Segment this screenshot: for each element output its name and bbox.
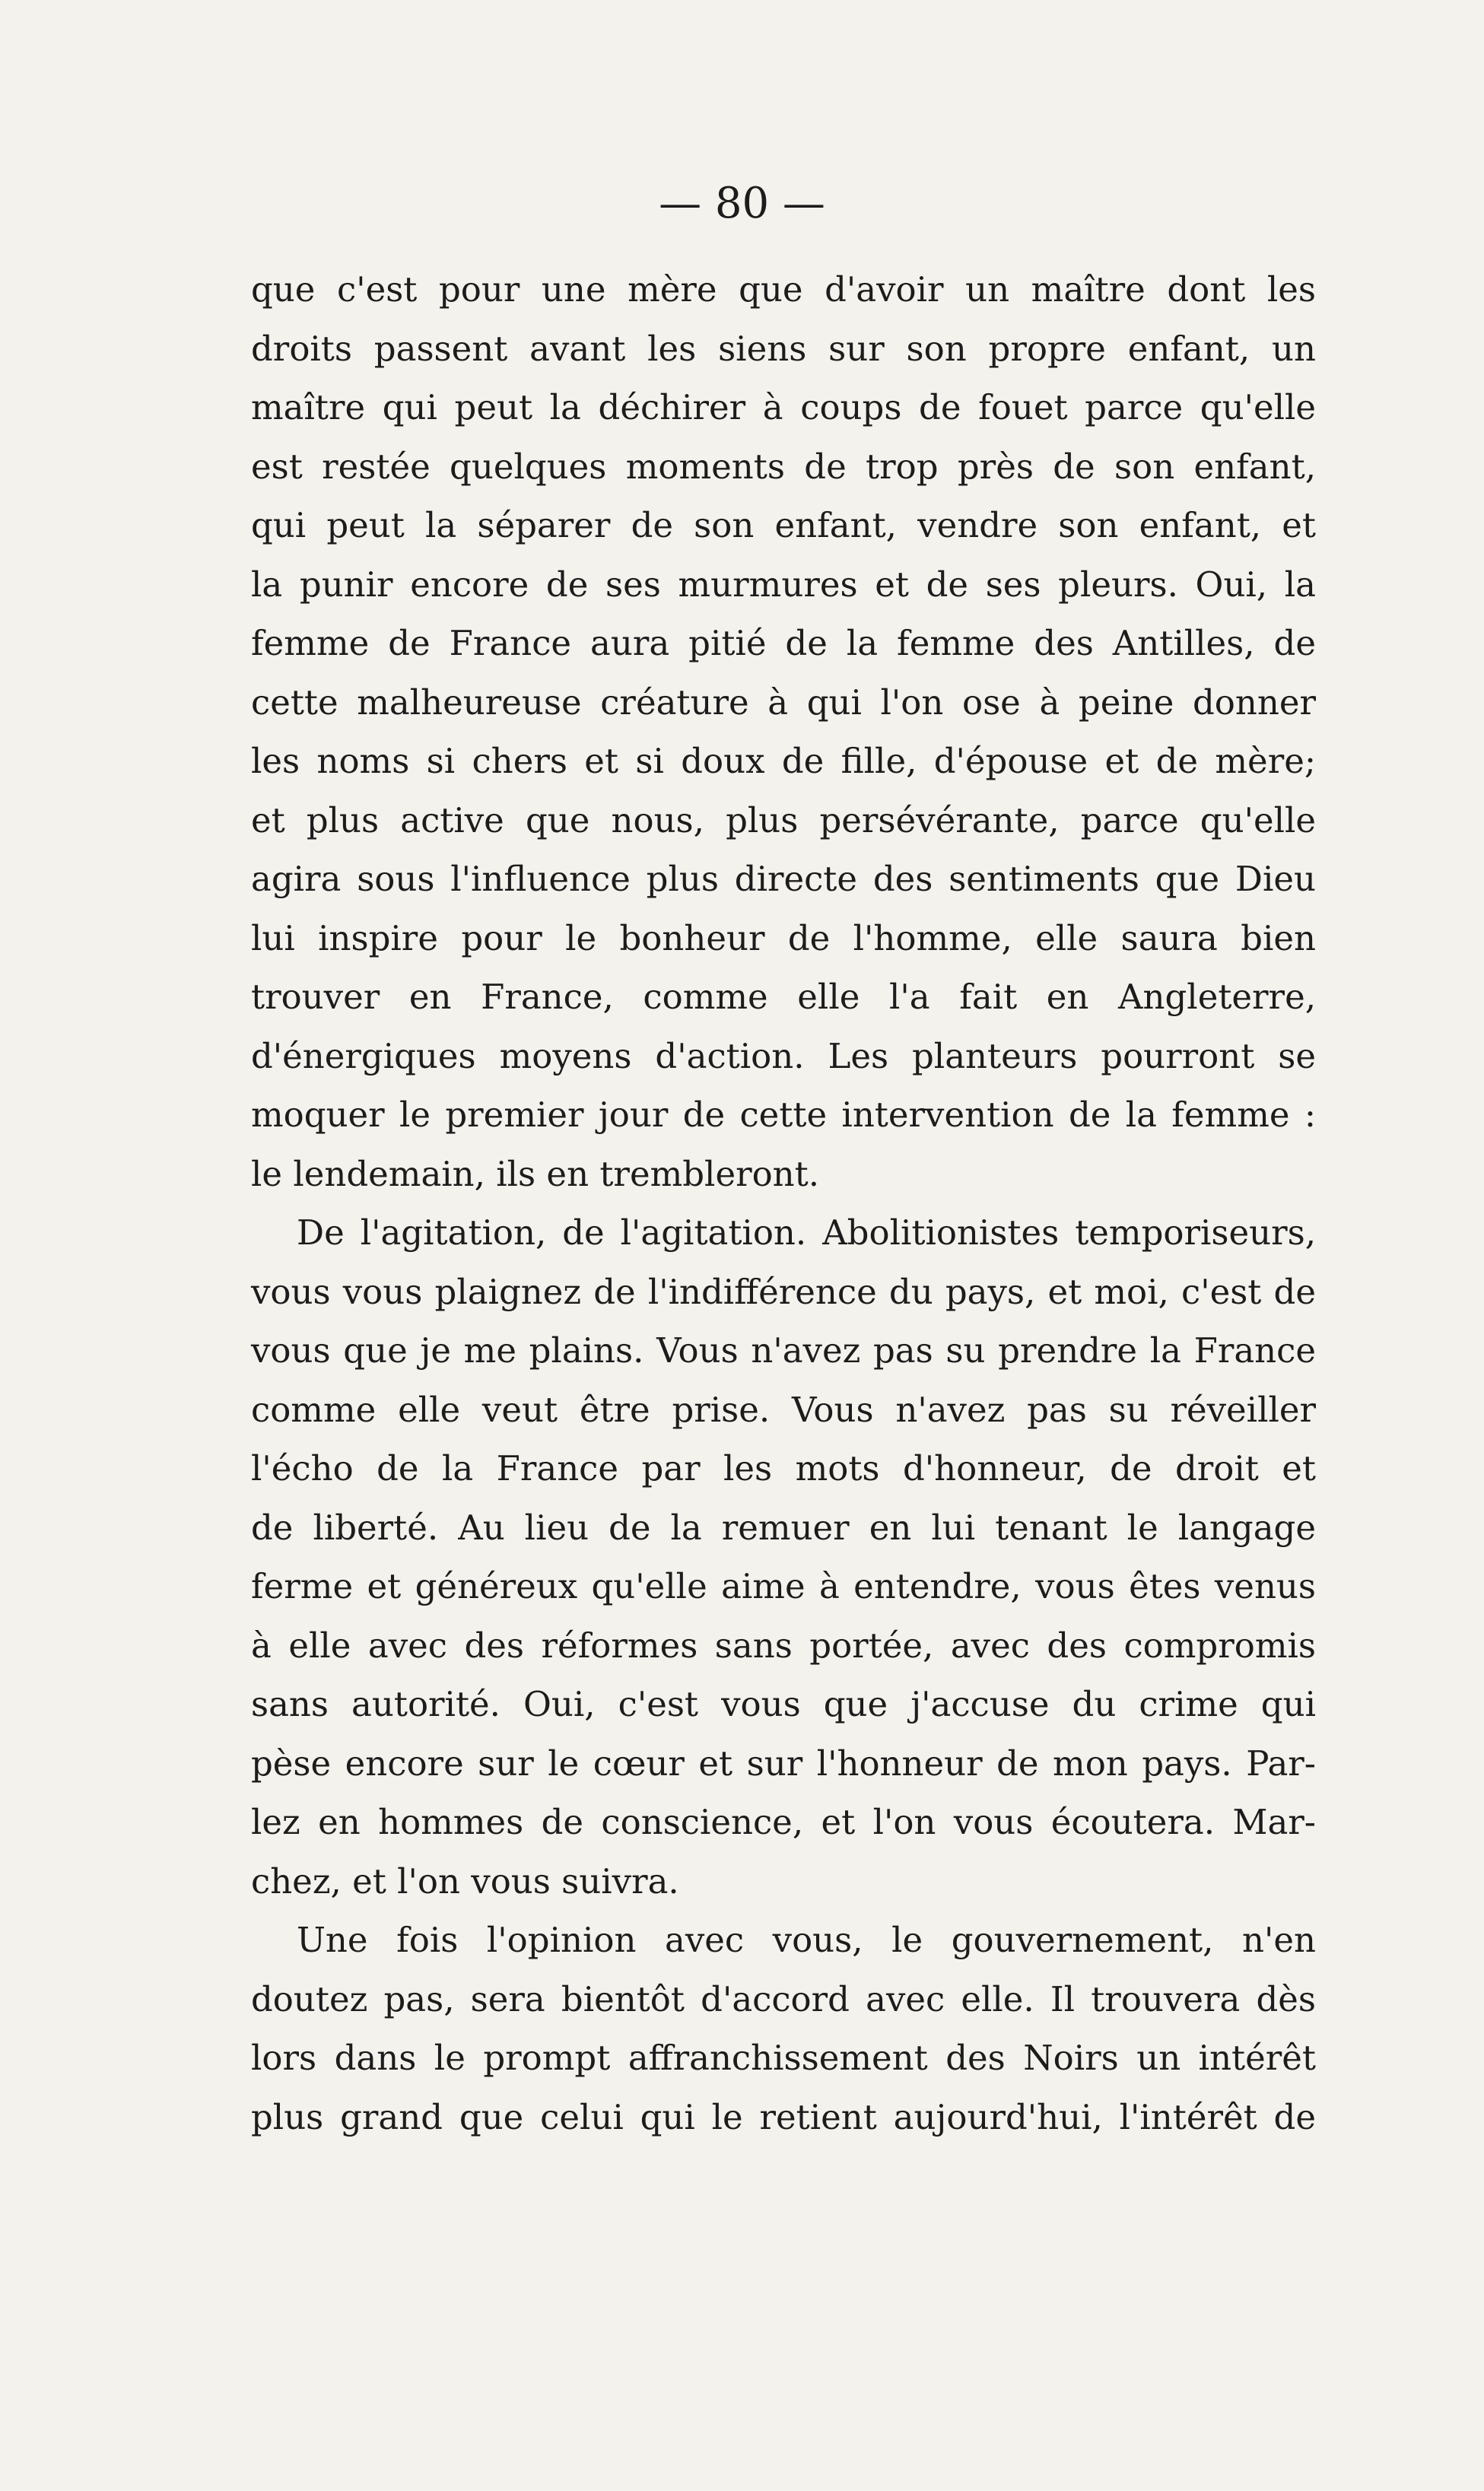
text-line: moquer le premier jour de cette intervention de la femme : <box>251 1095 1316 1135</box>
text-line: d'énergiques moyens d'action. Les planteurs pourront se <box>251 1035 1316 1076</box>
text-line: femme de France aura pitié de la femme des Antilles, de <box>251 623 1316 663</box>
text-line: ferme et généreux qu'elle aime à entendre, vous êtes venus <box>251 1566 1316 1606</box>
text-line: vous que je me plains. Vous n'avez pas su prendre la France <box>251 1330 1316 1371</box>
text-line: les noms si chers et si doux de fille, d'épouse et de mère; <box>251 741 1316 781</box>
text-line: lui inspire pour le bonheur de l'homme, elle saura bien <box>251 917 1316 958</box>
text-line: comme elle veut être prise. Vous n'avez pas su réveiller <box>251 1389 1316 1430</box>
text-line: pèse encore sur le cœur et sur l'honneur de mon pays. Par- <box>251 1743 1316 1784</box>
text-line: lors dans le prompt affranchissement des Noirs un intérêt <box>251 2038 1316 2078</box>
text-line: sans autorité. Oui, c'est vous que j'accuse du crime qui <box>251 1684 1316 1724</box>
text-line: à elle avec des réformes sans portée, avec des compromis <box>251 1625 1316 1666</box>
page-number: — 80 — <box>659 179 825 228</box>
text-line: vous vous plaignez de l'indifférence du pays, et moi, c'est de <box>251 1271 1316 1312</box>
text-line: de liberté. Au lieu de la remuer en lui tenant le langage <box>251 1507 1316 1548</box>
text-line: que c'est pour une mère que d'avoir un maître dont les <box>251 269 1316 310</box>
text-line: chez, et l'on vous suivra. <box>251 1860 679 1902</box>
text-line: est restée quelques moments de trop près de son enfant, <box>251 446 1316 487</box>
text-line: maître qui peut la déchirer à coups de fouet parce qu'elle <box>251 387 1316 427</box>
text-line: le lendemain, ils en trembleront. <box>251 1153 820 1194</box>
text-line: l'écho de la France par les mots d'honneur, de droit et <box>251 1448 1316 1489</box>
text-line: trouver en France, comme elle l'a fait en Angleterre, <box>251 977 1316 1017</box>
body-text <box>251 260 1316 2146</box>
text-line: De l'agitation, de l'agitation. Abolitionistes temporiseurs, <box>297 1212 1316 1253</box>
text-line: doutez pas, sera bientôt d'accord avec elle. Il trouvera dès <box>251 1978 1316 2019</box>
text-line: et plus active que nous, plus persévérante, parce qu'elle <box>251 799 1316 840</box>
text-line: Une fois l'opinion avec vous, le gouvernement, n'en <box>297 1920 1316 1960</box>
text-line: la punir encore de ses murmures et de ses pleurs. Oui, la <box>251 564 1316 605</box>
text-line: agira sous l'influence plus directe des sentiments que Dieu <box>251 859 1316 899</box>
text-line: cette malheureuse créature à qui l'on ose à peine donner <box>251 682 1316 723</box>
text-line: qui peut la séparer de son enfant, vendre son enfant, et <box>251 505 1316 545</box>
text-line: droits passent avant les siens sur son propre enfant, un <box>251 328 1316 369</box>
text-line: plus grand que celui qui le retient aujourd'hui, l'intérêt de <box>251 2096 1316 2137</box>
text-line: lez en hommes de conscience, et l'on vous écoutera. Mar- <box>251 1802 1316 1842</box>
